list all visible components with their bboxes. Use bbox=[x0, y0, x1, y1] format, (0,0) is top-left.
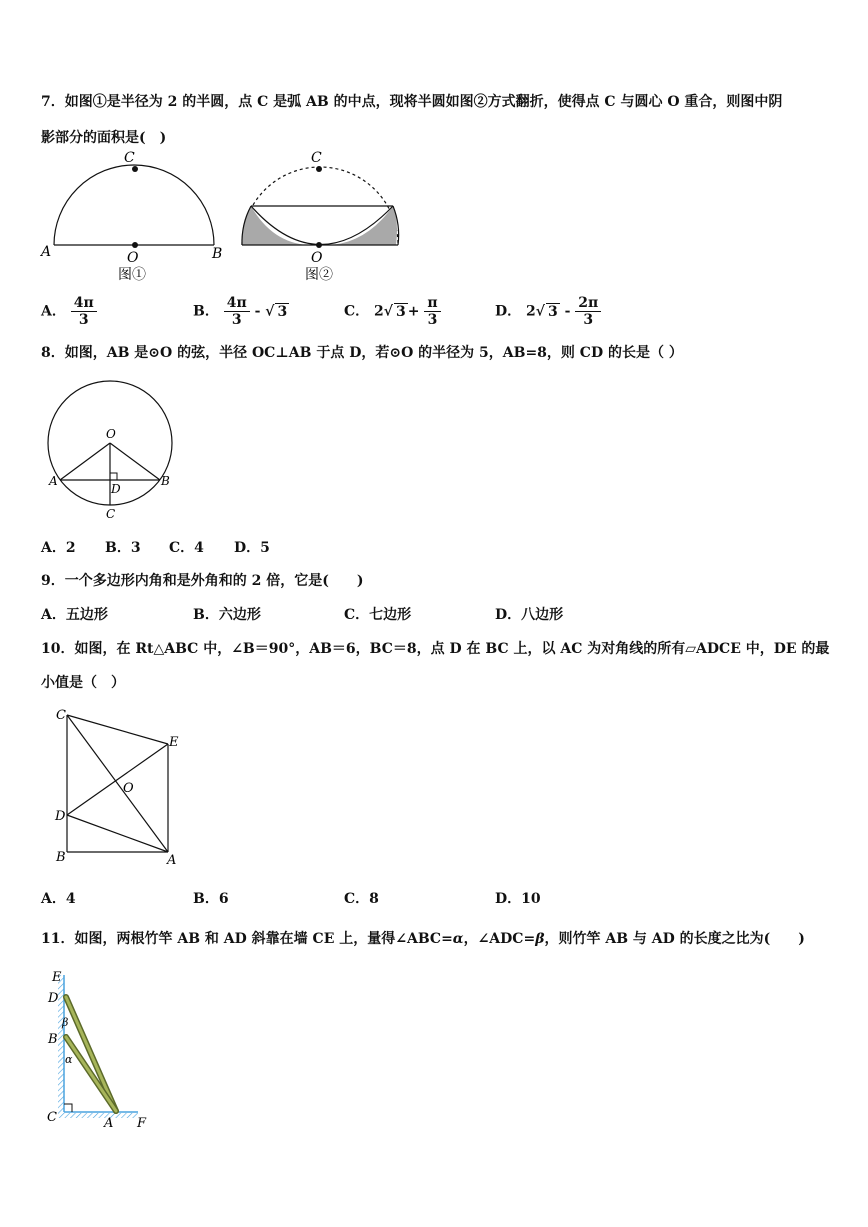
label-a: A bbox=[167, 853, 177, 868]
q9-option-b[interactable]: B．六边形 bbox=[193, 607, 261, 623]
segment-da bbox=[67, 815, 168, 852]
right-angle-mark bbox=[64, 1104, 72, 1112]
q10-option-b[interactable]: B．6 bbox=[193, 891, 229, 907]
label-c: C bbox=[124, 150, 135, 166]
label-b: B bbox=[161, 474, 170, 488]
point-o bbox=[132, 242, 138, 248]
q7-option-c[interactable]: C． 2√ 3 + $\frac{\pi}{3}$ bbox=[344, 295, 441, 328]
label-d: D bbox=[48, 991, 59, 1006]
label-alpha: α bbox=[65, 1053, 73, 1066]
label-e: E bbox=[169, 735, 179, 750]
label-e: E bbox=[52, 970, 62, 985]
q10-option-c[interactable]: C．8 bbox=[344, 891, 379, 907]
q10-text-line1: 10．如图，在 Rt△ABC 中，∠B＝90°，AB＝6，BC＝8，点 D 在 BC 上，以 AC 为对角线的所有▱ADCE 中，DE 的最 bbox=[41, 641, 830, 657]
wall-hatch bbox=[58, 975, 64, 1113]
q7-text-line1: 7．如图①是半径为 2 的半圆，点 C 是弧 AB 的中点，现将半圆如图②方式翻折，使得点 C 与圆心 O 重合，则图中阴 bbox=[41, 94, 783, 110]
label-c: C bbox=[106, 507, 116, 521]
q8-option-b[interactable]: B．3 bbox=[105, 540, 141, 556]
q8-figure bbox=[44, 372, 184, 522]
caption-fig1: 图① bbox=[118, 267, 146, 283]
q10-figure bbox=[50, 702, 190, 872]
label-a: A bbox=[104, 1116, 114, 1130]
caption-fig2: 图② bbox=[305, 267, 333, 283]
semicircle-arc bbox=[54, 165, 214, 245]
label-a: A bbox=[49, 474, 58, 488]
label-o: O bbox=[106, 427, 116, 441]
point-o bbox=[316, 242, 322, 248]
q10-option-d[interactable]: D．10 bbox=[495, 891, 541, 907]
q9-text-line1: 9．一个多边形内角和是外角和的 2 倍，它是( ) bbox=[41, 573, 364, 589]
ground-hatch bbox=[58, 1113, 138, 1118]
q8-option-d[interactable]: D．5 bbox=[234, 540, 270, 556]
label-a: A bbox=[41, 244, 52, 260]
label-b: B bbox=[56, 850, 66, 865]
label-f: F bbox=[137, 1116, 147, 1130]
q7-option-a[interactable]: A． $\frac{4\pi}{3}$ bbox=[41, 295, 97, 328]
label-d: D bbox=[111, 482, 121, 496]
label-c: C bbox=[56, 708, 66, 723]
diagonal-ca bbox=[67, 715, 168, 852]
label-b: B bbox=[212, 246, 223, 262]
shaded-region bbox=[242, 206, 397, 245]
q11-figure bbox=[42, 965, 162, 1130]
q10-text-line2: 小值是（ ） bbox=[41, 675, 125, 691]
segment-oa bbox=[60, 443, 110, 480]
q9-option-d[interactable]: D．八边形 bbox=[495, 607, 564, 623]
label-o: O bbox=[123, 781, 134, 796]
q8-option-a[interactable]: A．2 bbox=[41, 540, 76, 556]
label-d: D bbox=[55, 809, 66, 824]
q7-option-b[interactable]: B． $\frac{4\pi}{3}$ - √ 3 bbox=[193, 295, 288, 328]
q8-option-c[interactable]: C．4 bbox=[169, 540, 204, 556]
q9-option-c[interactable]: C．七边形 bbox=[344, 607, 412, 623]
q10-option-a[interactable]: A．4 bbox=[41, 891, 76, 907]
segment-ce bbox=[67, 715, 168, 744]
label-o: O bbox=[311, 250, 323, 266]
q7-option-d[interactable]: D． 2√ 3 - $\frac{2\pi}{3}$ bbox=[495, 295, 601, 328]
right-angle-mark bbox=[110, 473, 117, 480]
point-c bbox=[316, 166, 322, 172]
q11-text-line1: 11．如图，两根竹竿 AB 和 AD 斜靠在墙 CE 上，量得∠ABC=α，∠ADC=β，则竹竿 AB 与 AD 的长度之比为( ) bbox=[41, 931, 805, 947]
diagonal-de bbox=[67, 744, 168, 815]
point-c bbox=[132, 166, 138, 172]
q7-text-line2: 影部分的面积是( ) bbox=[41, 130, 167, 146]
q9-option-a[interactable]: A．五边形 bbox=[41, 607, 108, 623]
q7-figure-2 bbox=[238, 148, 410, 286]
label-c: C bbox=[47, 1110, 57, 1125]
label-b: B bbox=[48, 1032, 58, 1047]
q8-text-line1: 8．如图，AB 是⊙O 的弦，半径 OC⊥AB 于点 D，若⊙O 的半径为 5，AB=8，则 CD 的长是（ ） bbox=[41, 345, 683, 361]
label-o: O bbox=[127, 250, 139, 266]
q7-figure-1 bbox=[38, 148, 238, 286]
label-c: C bbox=[311, 150, 322, 166]
label-beta: β bbox=[62, 1016, 69, 1029]
